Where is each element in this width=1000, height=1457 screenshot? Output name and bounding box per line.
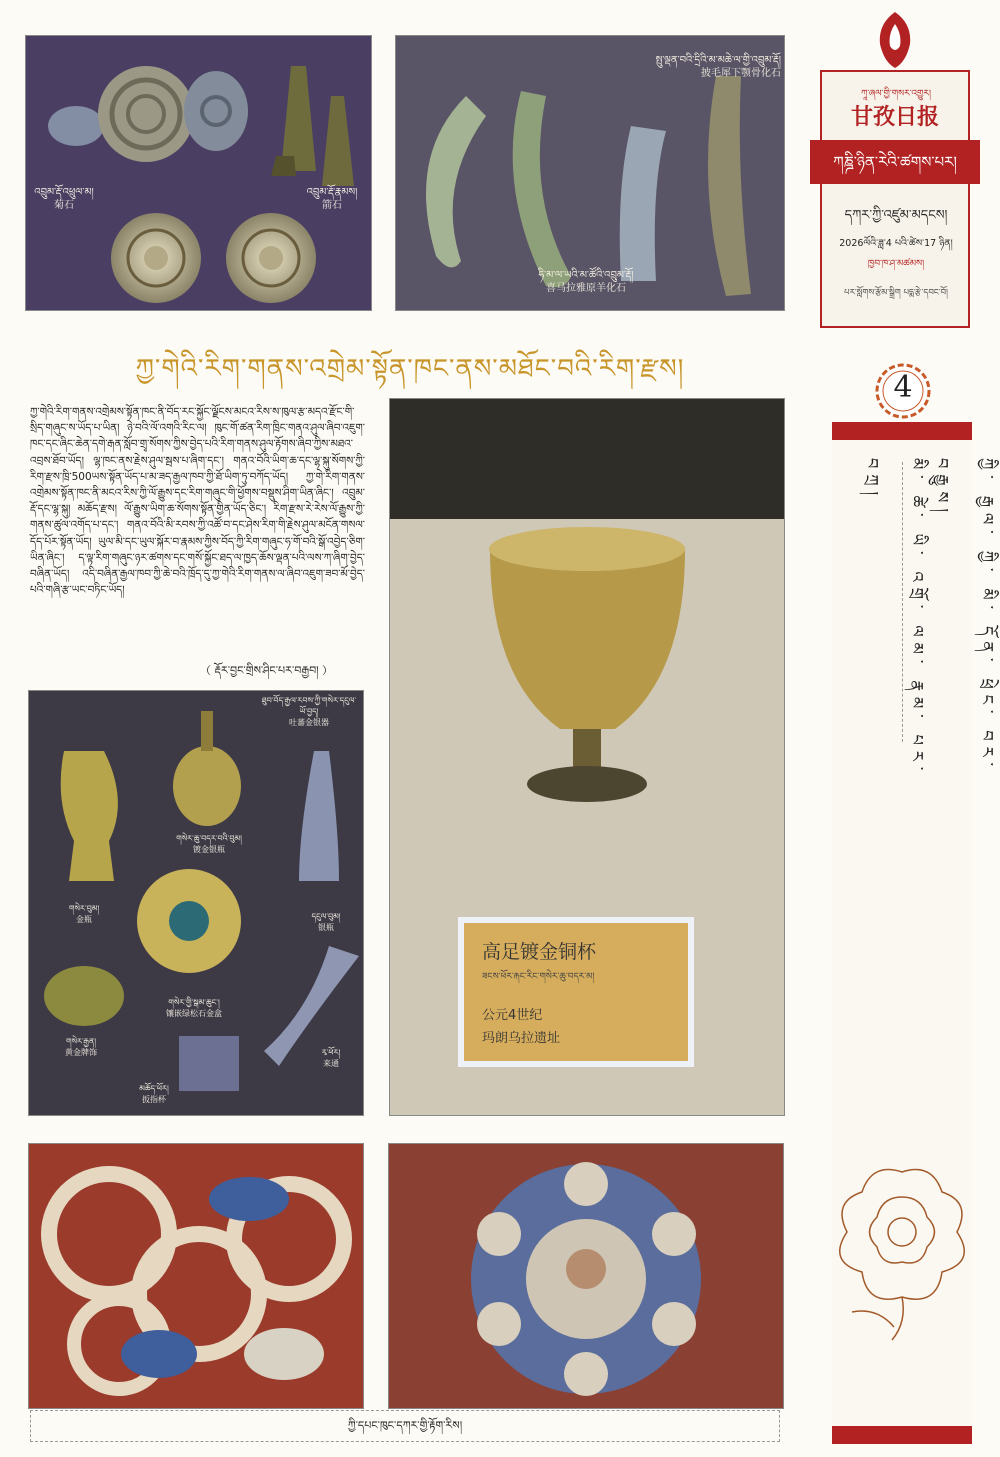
exhibit-label [458, 917, 694, 1067]
caption-silver-vase [291, 911, 361, 933]
masthead-tibetan-name: ཀཎྜི་ཉིན་རེའི་ཚགས་པར། [810, 140, 980, 184]
caption-gold-vase [49, 903, 119, 925]
masthead-chinese-name: 甘孜日报 [850, 104, 939, 130]
emblem-icon [872, 10, 918, 70]
caption-tibetan: འབྲུམ་རྡོ་འཕྲུལ་མ། [34, 187, 94, 198]
exhibit-label-site: 玛朗乌拉遗址 [482, 1031, 561, 1046]
caption-tibetan: གསེར་རྒྱན། [65, 1037, 97, 1046]
caption-rhyton [301, 1047, 361, 1069]
exhibit-label-tibetan: ཟངས་ཕོར་རྐང་རིང་གསེར་ཆུ་བདར་མ། [482, 972, 595, 982]
caption-chinese: 银瓶 [318, 923, 334, 932]
sidebar-top-band [832, 422, 972, 440]
caption-tibetan: དངུལ་བུམ། [311, 912, 341, 921]
caption-tibetan: འབྲུམ་རྡོ་རྣམས། [306, 187, 358, 198]
caption-chinese: 黄金牌饰 [65, 1048, 97, 1057]
caption-tibetan: གསེར་བུམ། [68, 904, 100, 913]
editor-credit: པར་སློགས་རྩོམ་སྒྲིག པདྨ་རྩེ་དབང་བོ། [844, 288, 948, 298]
caption-tibetan: གསེར་གྱི་སྒམ་ཆུང་། [168, 998, 220, 1007]
caption-tibetan: གསེར་ཆུ་བདར་བའི་བུམ། [176, 834, 242, 843]
caption-tibetan: སྤུ་ལྡན་བའི་དྲིའི་མ་མཆེ་ལ་གྱི་འབྲུམ་རྡོ། [655, 55, 781, 66]
caption-turquoise-box [139, 997, 249, 1019]
caption-chinese: 扳指杯 [142, 1095, 166, 1104]
sidebar-bottom-band [832, 1426, 972, 1444]
fossil-illustration [26, 36, 371, 310]
mural-illustration [389, 1144, 783, 1408]
caption-chinese: 镶嵌绿松石金盒 [166, 1009, 222, 1018]
sidebar-verse-right: ཀྱི་ རྒྱལ་ ཀྱི་ མི་ དོན་ ཕྲེང་ བར་ བརྒྱུས། [933, 458, 997, 773]
exhibit-label-title: 高足镀金铜杯 [482, 941, 597, 963]
caption-chinese: 镀金银瓶 [193, 845, 225, 854]
caption-tubo-header [259, 695, 359, 728]
article-body: ཀྱ་གེའི་རིག་གནས་འགྲེམས་སྟོན་ཁང་ནི་བོད་རང་སྐྱོང་ལྗོངས་མངའ་རིས་ས་ཁུལ་རྩ་མདའ་རྫོང་གི་སྲིད་གཞུང་ས་ཡོད་པ་ཡིན། ཉེ་བའི་ལོ་འགའི་རིང་ལ། ཁུང་གོ་ཚན་རིག་ཁྲིང་གནའ་ཤུལ་ཞིབ་འཇུག་ཁང་དང་ཞིང་ཆེན་དགེ་རྒན་སློབ་གྲྭ་སོགས་ཀྱིས་བྱེད་པའི་རིག་གནས་ཤུལ་རྟོགས་ཞིབ་ཀྱིས་མཐའ་འབྲས་ཐོབ་ཡོད། ལྷ་ཁང་ནས་རྗེས་ཤུལ་སྦས་པ་ཞིག་དང་། གནའ་བོའི་ཡིག་ཆ་དང་ལྷ་སྐུ་སོགས་ཀྱི་རིག་རྫས་ཁྲི་500ཡས་སྟོན་ཡོད་པ་མ་ཟད་རྒྱལ་ཁབ་ཀྱི་ཐོ་ཡིག་ཏུ་བཀོད་ཡོད། ཀྱ་གེ་རིག་གནས་འགྲེམས་སྟོན་ཁང་ནི་མངའ་རིས་ཀྱི་ལོ་རྒྱུས་དང་རིག་གཞུང་གི་ཕྱོགས་བསྡུས་ཤིག་ཡིན་ཞིང་། འབྲུམ་རྡོ་དང་ལྷ་སྐུ། མཆོད་རྫས། ལོ་རྒྱུས་ཡིག་ཆ་སོགས་སྟོན་གྱིན་ཡོད་ཅིང་། རིག་རྫས་རེ་རེས་ལོ་རྒྱུས་ཀྱི་གནས་ཚུལ་འགོད་པ་དང་། གནའ་བོའི་མི་རབས་ཀྱི་འཚོ་བ་དང་ཤེས་རིག་གི་རྗེས་ཤུལ་མངོན་གསལ་དོད་པོར་སྟོན་ཡོད། ཡུལ་མི་དང་ཡུལ་སྐོར་བ་རྣམས་ཀྱིས་བོད་ཀྱི་རིག་གཞུང་ཧ་གོ་བའི་སྒོ་འབྱེད་ཅིག་ཡིན་ཞིང་། ད་ལྟ་རིག་གཞུང་ཉར་ཚགས་དང་གསོ་སྐྱོང་ཐད་ལ་ཁྱད་ཆོས་ལྡན་པའི་ལས་ཀ་ཞིག་བྱེད་བཞིན་ཡོད། འདི་བཞིན་རྒྱལ་ཁབ་ཀྱི་ཆེ་བའི་ཁྲོད་དུ་ཀྱ་གེའི་རིག་གནས་ལ་ཞིབ་འཇུག་ཟབ་མོ་བྱེད་པའི་གཞི་རྩ་ཡང་བཏིང་ཡོད། [30, 406, 365, 597]
caption-tibetan: ཐུབ་བོད་རྒྱལ་རབས་ཀྱི་གསེར་དངུལ་ཡོ་བྱད། [261, 696, 357, 716]
mural-illustration [29, 1144, 363, 1408]
exhibit-label-era: 公元4世纪 [482, 1008, 543, 1023]
caption-chinese: 来通 [323, 1059, 339, 1068]
photo-fossils-ammonite [25, 35, 372, 311]
masthead-top-line: ཀཱ་ཞལ་གྱི་གསར་འགྱུར། [861, 89, 931, 99]
photo-gilded-goblet [389, 398, 785, 1116]
footer-caption: ཀྱི་དཔང་ཁུང་དཀར་གྱི་རྟོག་རིས། [30, 1410, 780, 1442]
caption-belemnite [296, 186, 368, 212]
headline: ཀྱ་གེའི་རིག་གནས་འགྲེམ་སྟོན་ཁང་ནས་མཐོང་བའི་རིག་རྫས། [135, 354, 685, 384]
caption-ring-cup [119, 1083, 189, 1105]
masthead-meta: ཁྱབ་ཁ་ཤ་མཚམས། [867, 259, 925, 269]
issue-date: 2026ལོའི་ཟླ་4 པའི་ཚེས་17 ཉིན། [839, 238, 953, 249]
photo-mural-serpents [28, 1143, 364, 1409]
caption-tibetan: མཆོད་ཕོར། [139, 1084, 169, 1093]
sidebar-panel [832, 422, 997, 1444]
caption-ammonite [29, 186, 99, 212]
caption-chinese: 箭石 [322, 200, 342, 211]
sidebar-verse-left: མི་ ཚེ་ ཡི་ འགྲོ་ ལམ་ རྣམ་ པར་ བཀྲ། [863, 458, 927, 777]
photo-mural-mandala [388, 1143, 784, 1409]
peony-flower-icon [822, 1142, 982, 1342]
caption-gold-plaque [41, 1036, 121, 1058]
page-number-badge [874, 362, 932, 420]
caption-chinese: 金瓶 [76, 915, 92, 924]
caption-gilt-silver-vase [159, 833, 259, 855]
page-number: 4 [893, 370, 913, 405]
caption-chinese: 吐蕃金银器 [289, 718, 329, 727]
caption-tibetan: རྭ་ཕོར། [321, 1048, 341, 1057]
photo-fossils-rhino-sheep [395, 35, 785, 311]
caption-chinese: 喜马拉雅原羊化石 [546, 283, 626, 294]
caption-rhino-jaw [581, 54, 781, 80]
section-name: དཀར་ཀྱི་འཛུམ་མདངས། [844, 208, 948, 223]
caption-chinese: 披毛犀下颚骨化石 [701, 68, 781, 79]
photo-tubo-gold-silver [28, 690, 364, 1116]
caption-tibetan: ཧི་མ་ལ་ཡའི་མ་ཚོའི་འབྲུམ་རྡོ། [538, 270, 634, 281]
caption-chinese: 菊石 [54, 200, 74, 211]
article-source: （ རྡོར་བྱང་གྲིས་ཤིང་པར་བརྒྱབ། ） [200, 664, 334, 677]
masthead [820, 70, 970, 328]
caption-himalaya-sheep [506, 269, 666, 295]
